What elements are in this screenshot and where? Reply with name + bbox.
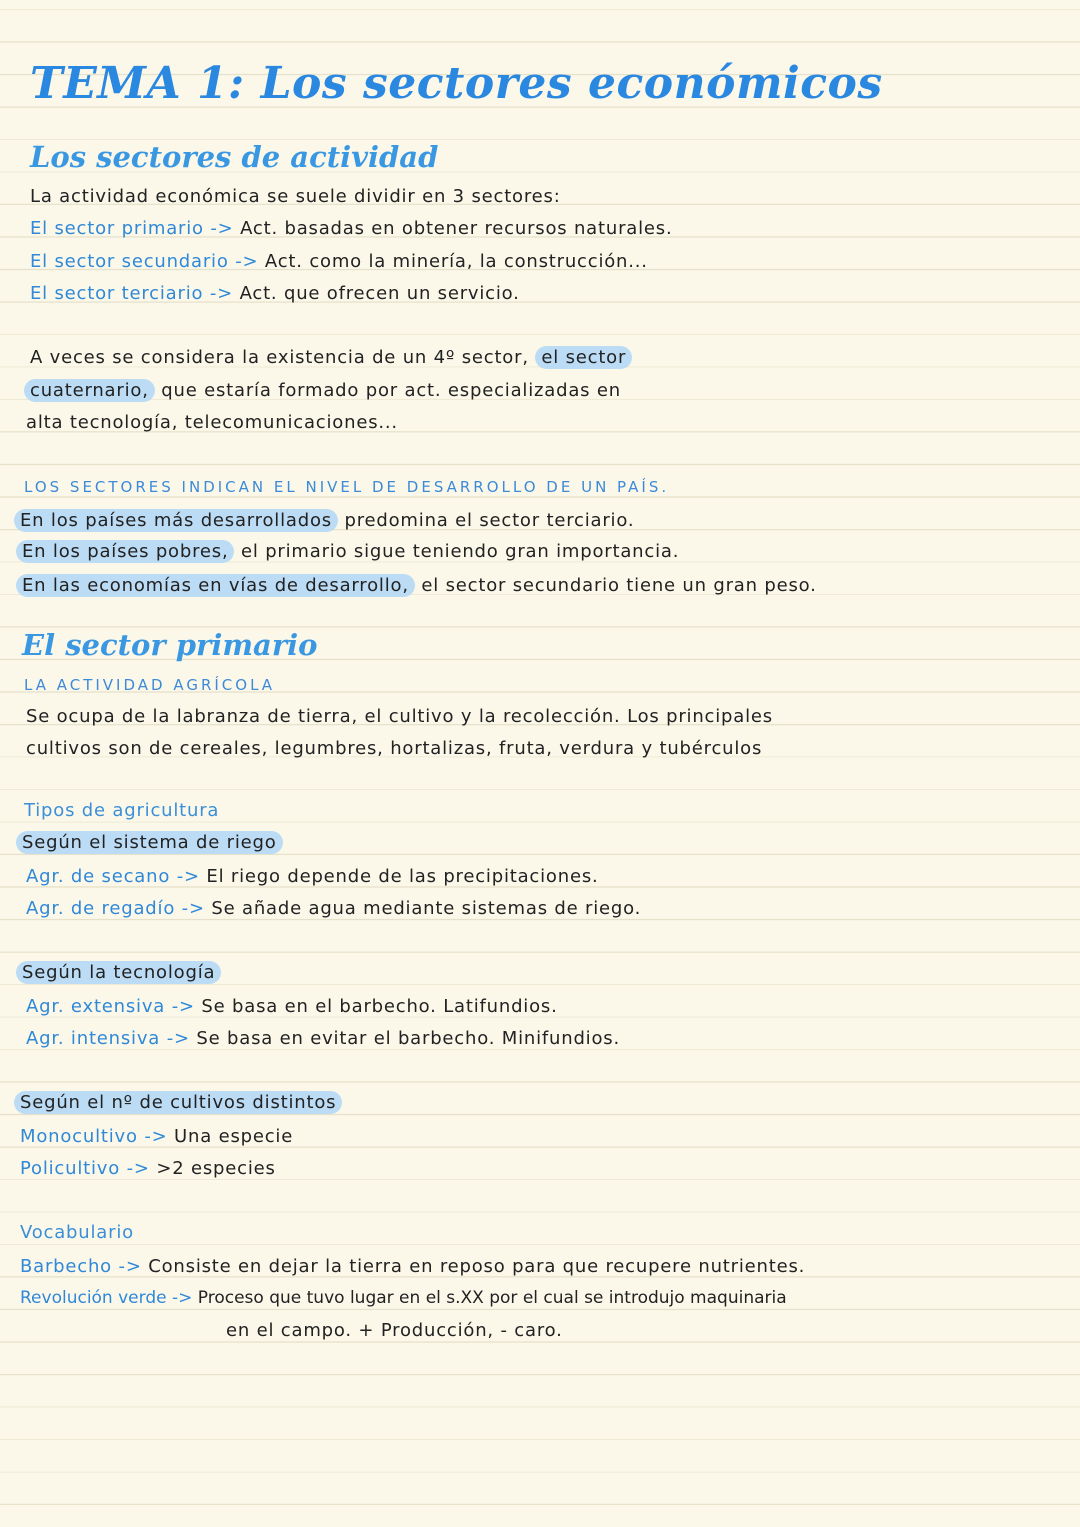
sector-text: Act. que ofrecen un servicio. — [239, 283, 520, 304]
arrow: -> — [171, 996, 195, 1017]
arrow: -> — [176, 866, 200, 887]
quaternary-line-2 — [24, 380, 621, 401]
sector-text: Act. basadas en obtener recursos naturales. — [240, 218, 673, 239]
item-text: Se basa en evitar el barbecho. Minifundios. — [196, 1028, 620, 1049]
vocab-term: Revolución verde — [20, 1288, 167, 1308]
sector-secundario-row — [30, 251, 648, 272]
item-text: >2 especies — [156, 1158, 276, 1179]
group-item — [26, 1028, 620, 1049]
quaternary-line-1 — [30, 347, 632, 368]
highlight: el sector — [535, 346, 632, 369]
highlight: cuaternario, — [24, 379, 155, 402]
development-text: predomina el sector terciario. — [344, 510, 635, 531]
agricola-caps: LA ACTIVIDAD AGRÍCOLA — [24, 676, 276, 694]
arrow: -> — [171, 1288, 193, 1308]
agricola-desc-1: Se ocupa de la labranza de tierra, el cultivo y la recolección. Los principales — [26, 706, 773, 727]
sector-label: El sector secundario — [30, 251, 229, 272]
vocab-item-barbecho — [20, 1256, 805, 1277]
sector-primario-row — [30, 218, 672, 239]
development-row — [14, 510, 634, 531]
quaternary-text: que estaría formado por act. especializadas en — [161, 380, 621, 401]
item-label: Agr. extensiva — [26, 996, 166, 1017]
tipos-label: Tipos de agricultura — [24, 800, 220, 821]
section-heading-primario: El sector primario — [22, 628, 318, 662]
highlight: En los países pobres, — [16, 540, 234, 563]
arrow: -> — [210, 218, 234, 239]
sector-label: El sector terciario — [30, 283, 204, 304]
item-label: Agr. de regadío — [26, 898, 176, 919]
item-text: Una especie — [174, 1126, 294, 1147]
item-text: El riego depende de las precipitaciones. — [206, 866, 599, 887]
vocab-label: Vocabulario — [20, 1222, 134, 1243]
item-text: Se basa en el barbecho. Latifundios. — [201, 996, 558, 1017]
development-text: el sector secundario tiene un gran peso. — [421, 575, 817, 596]
arrow: -> — [118, 1256, 142, 1277]
sector-terciario-row — [30, 283, 520, 304]
sector-text: Act. como la minería, la construcción... — [264, 251, 648, 272]
development-row — [16, 575, 817, 596]
development-text: el primario sigue teniendo gran importancia. — [241, 541, 680, 562]
group-heading-cultivos — [14, 1092, 342, 1113]
group-item — [20, 1158, 276, 1179]
development-caps: LOS SECTORES INDICAN EL NIVEL DE DESARROLLO DE UN PAÍS. — [24, 478, 670, 496]
quaternary-line-3: alta tecnología, telecomunicaciones... — [26, 412, 398, 433]
vocab-text: Consiste en dejar la tierra en reposo para que recupere nutrientes. — [148, 1256, 806, 1277]
intro-text: La actividad económica se suele dividir en 3 sectores: — [30, 186, 561, 207]
group-heading-tecnologia — [16, 962, 221, 983]
arrow: -> — [166, 1028, 190, 1049]
group-item — [26, 996, 558, 1017]
vocab-item-revolucion — [20, 1288, 787, 1308]
group-item — [26, 866, 599, 887]
highlight: Según el sistema de riego — [16, 831, 283, 854]
highlight: En las economías en vías de desarrollo, — [16, 574, 415, 597]
item-label: Agr. de secano — [26, 866, 171, 887]
highlight: Según el nº de cultivos distintos — [14, 1091, 342, 1114]
arrow: -> — [126, 1158, 150, 1179]
highlight: Según la tecnología — [16, 961, 221, 984]
agricola-desc-2: cultivos son de cereales, legumbres, hortalizas, fruta, verdura y tubérculos — [26, 738, 763, 759]
arrow: -> — [144, 1126, 168, 1147]
sector-label: El sector primario — [30, 218, 204, 239]
vocab-term: Barbecho — [20, 1256, 112, 1277]
arrow: -> — [209, 283, 234, 304]
item-text: Se añade agua mediante sistemas de riego. — [211, 898, 642, 919]
vocab-text: Proceso que tuvo lugar en el s.XX por el cual se introdujo maquinaria — [197, 1288, 787, 1308]
arrow: -> — [235, 251, 259, 272]
quaternary-text: A veces se considera la existencia de un 4º sector, — [30, 347, 529, 368]
item-label: Monocultivo — [20, 1126, 138, 1147]
group-item — [26, 898, 641, 919]
arrow: -> — [181, 898, 205, 919]
highlight: En los países más desarrollados — [14, 509, 338, 532]
group-heading-riego — [16, 832, 283, 853]
section-heading-actividad: Los sectores de actividad — [30, 140, 439, 174]
group-item — [20, 1126, 293, 1147]
item-label: Policultivo — [20, 1158, 121, 1179]
vocab-continuation: en el campo. + Producción, - caro. — [226, 1320, 563, 1341]
development-row — [16, 541, 679, 562]
item-label: Agr. intensiva — [26, 1028, 161, 1049]
page-title: TEMA 1: Los sectores económicos — [30, 58, 883, 109]
